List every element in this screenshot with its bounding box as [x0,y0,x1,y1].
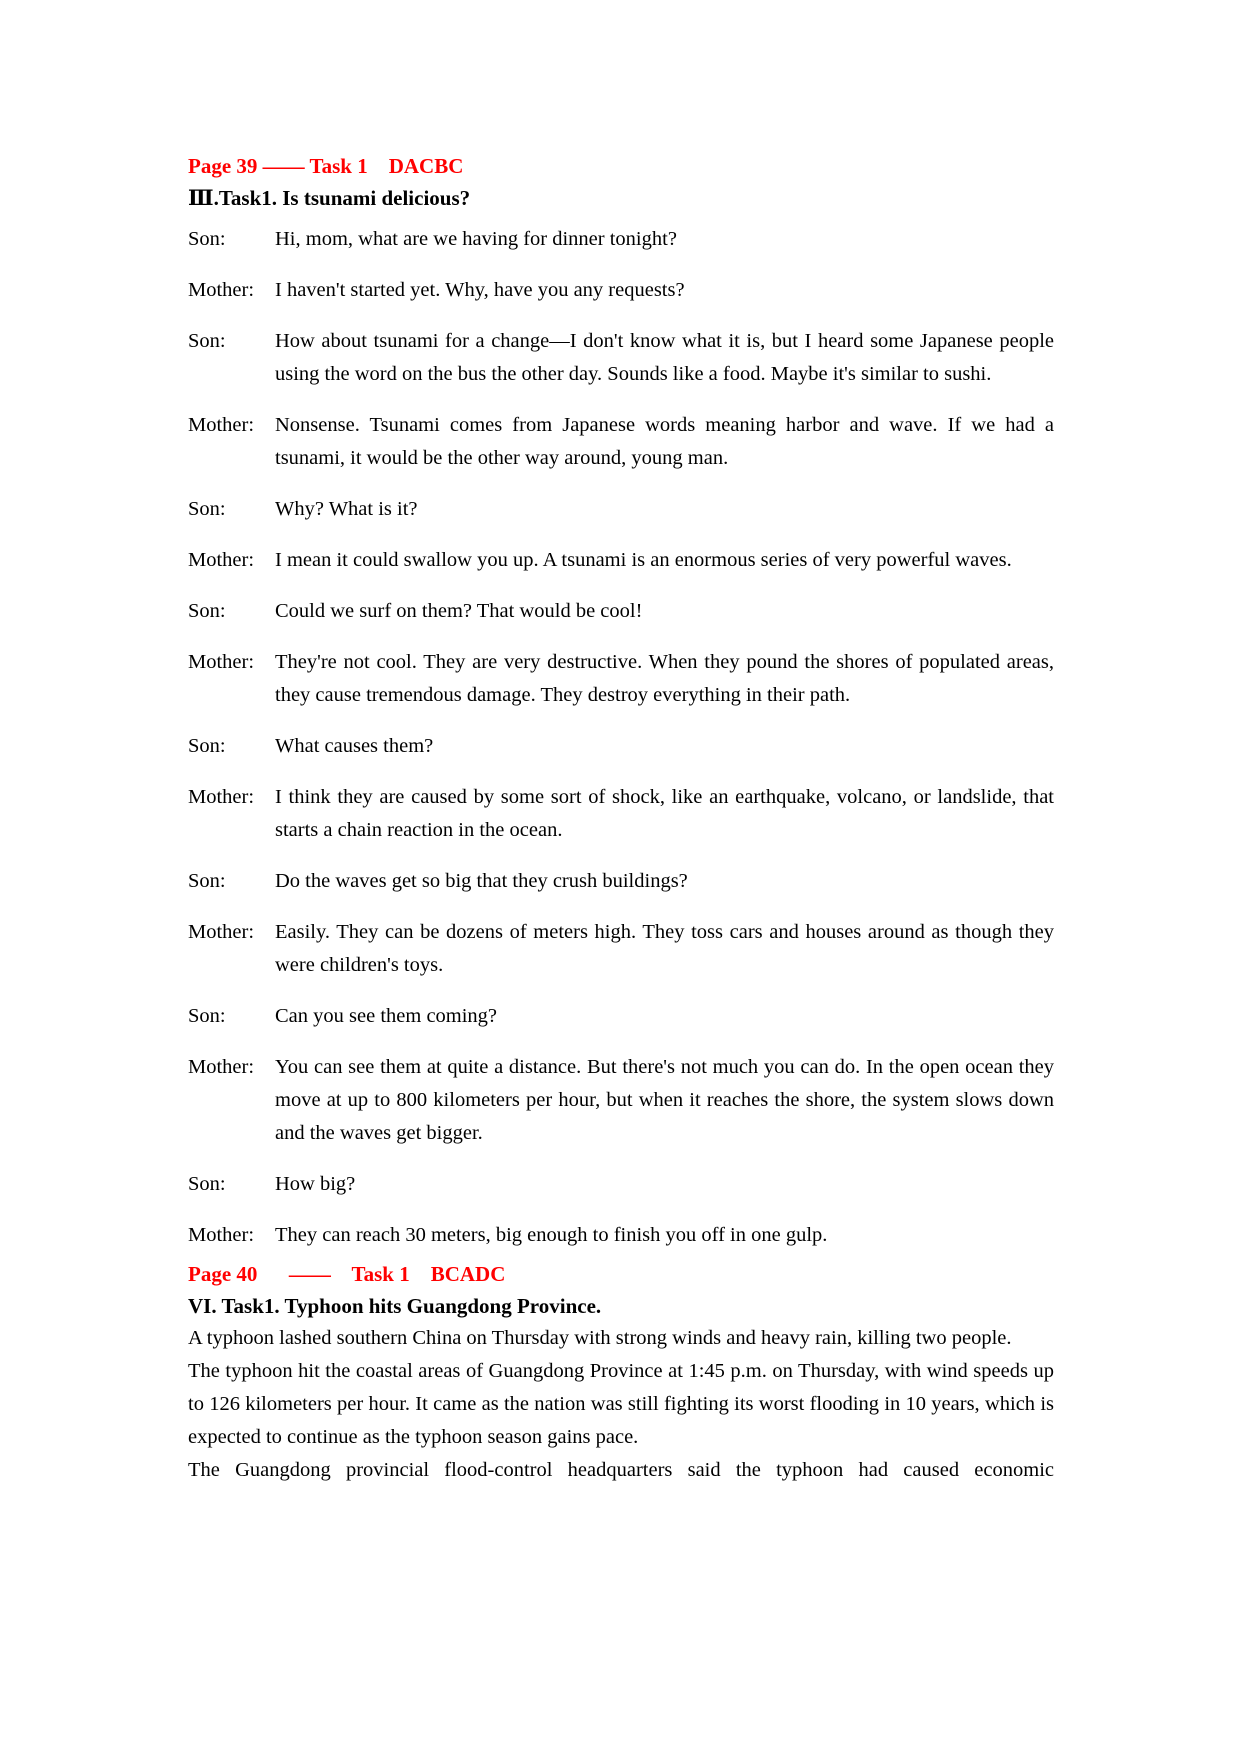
dialogue-turn [188,223,1054,256]
dialogue-line: Nonsense. Tsunami comes from Japanese words meaning harbor and wave. If we had a tsunami, it would be the other way around, young man. [275,414,1054,469]
page-content [188,150,1054,1487]
speaker-label: Son: [188,498,226,520]
dialogue-line: How big? [275,1173,356,1195]
dialogue-line: Could we surf on them? That would be cool! [275,600,643,622]
section-title-tsunami: Ⅲ.Task1. Is tsunami delicious? [188,186,471,210]
speaker-label: Mother: [188,921,255,943]
dialogue-line: Do the waves get so big that they crush buildings? [275,870,688,892]
answer-key-header-page-39: Page 39 —— Task 1 DACBC [188,154,464,178]
dialogue-turn [188,595,1054,628]
dialogue-turn [188,544,1054,577]
dialogue-turn [188,493,1054,526]
dialogue-line: They can reach 30 meters, big enough to finish you off in one gulp. [275,1224,828,1246]
dialogue-line: Easily. They can be dozens of meters high. They toss cars and houses around as though they were children's toys. [275,921,1054,976]
dialogue-turn [188,781,1054,847]
dialogue-line: What causes them? [275,735,434,757]
speaker-label: Mother: [188,786,255,808]
speaker-label: Son: [188,735,226,757]
dialogue-line: They're not cool. They are very destructive. When they pound the shores of populated areas, they cause tremendous damage. They destroy everything in their path. [275,651,1054,706]
speaker-label: Mother: [188,1224,255,1246]
dialogue-line: Can you see them coming? [275,1005,498,1027]
section-title-typhoon: VI. Task1. Typhoon hits Guangdong Province. [188,1294,602,1318]
body-paragraph: The typhoon hit the coastal areas of Guangdong Province at 1:45 p.m. on Thursday, with wind speeds up to 126 kilometers per hour. It came as the nation was still fighting its worst flooding in 10 years, which is expected to continue as the typhoon season gains pace. [188,1360,1054,1448]
dialogue-turn [188,730,1054,763]
dialogue-turn [188,325,1054,391]
speaker-label: Son: [188,330,226,352]
dialogue-line: You can see them at quite a distance. But there's not much you can do. In the open ocean they move at up to 800 kilometers per hour, but when it reaches the shore, the system slows down and the waves get bigger. [275,1056,1054,1144]
speaker-label: Mother: [188,651,255,673]
speaker-label: Son: [188,600,226,622]
dialogue-turn [188,646,1054,712]
dialogue-line: Hi, mom, what are we having for dinner tonight? [275,228,677,250]
dialogue-turn [188,1219,1054,1252]
speaker-label: Mother: [188,414,255,436]
dialogue-line: I think they are caused by some sort of shock, like an earthquake, volcano, or landslide, that starts a chain reaction in the ocean. [275,786,1054,841]
dialogue-turn [188,1168,1054,1201]
dialogue-turn [188,274,1054,307]
dialogue-line: I haven't started yet. Why, have you any requests? [275,279,685,301]
dialogue-turn [188,409,1054,475]
dialogue-turn [188,865,1054,898]
dialogue-tsunami [188,223,1054,1252]
dialogue-line: I mean it could swallow you up. A tsunami is an enormous series of very powerful waves. [275,549,1012,571]
dialogue-line: Why? What is it? [275,498,418,520]
dialogue-turn [188,1000,1054,1033]
speaker-label: Son: [188,870,226,892]
dialogue-turn [188,916,1054,982]
speaker-label: Mother: [188,549,255,571]
speaker-label: Mother: [188,1056,255,1078]
body-paragraph: The Guangdong provincial flood-control headquarters said the typhoon had caused economic [188,1459,1054,1481]
dialogue-turn [188,1051,1054,1150]
speaker-label: Son: [188,228,226,250]
dialogue-line: How about tsunami for a change—I don't know what it is, but I heard some Japanese people using the word on the bus the other day. Sounds like a food. Maybe it's similar to sushi. [275,330,1054,385]
body-paragraph: A typhoon lashed southern China on Thursday with strong winds and heavy rain, killing two people. [188,1327,1012,1349]
speaker-label: Mother: [188,279,255,301]
speaker-label: Son: [188,1173,226,1195]
speaker-label: Son: [188,1005,226,1027]
answer-key-header-page-40: Page 40 —— Task 1 BCADC [188,1262,506,1286]
